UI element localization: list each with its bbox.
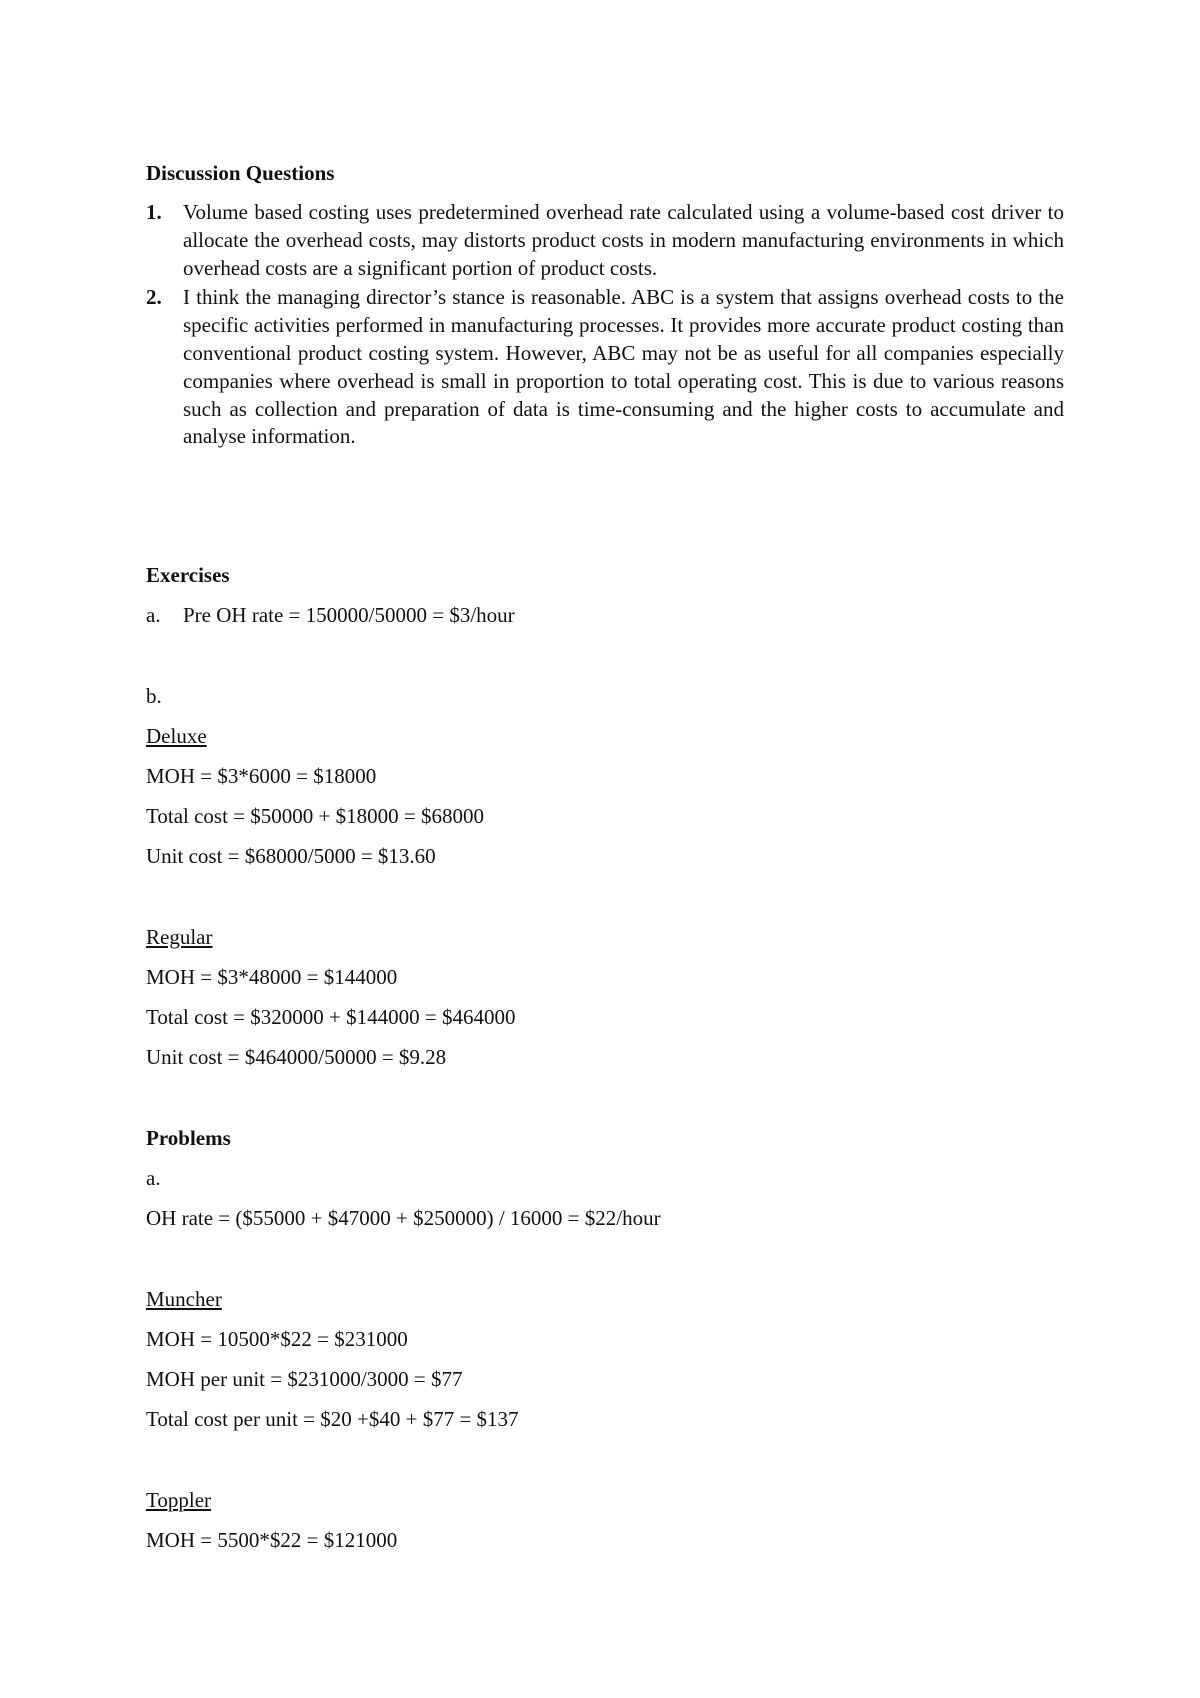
deluxe-moh-line: MOH = $3*6000 = $18000: [146, 764, 377, 788]
problems-heading: Problems: [146, 1126, 231, 1150]
deluxe-total-cost-line: Total cost = $50000 + $18000 = $68000: [146, 804, 484, 828]
discussion-answer-text: I think the managing director’s stance is reasonable. ABC is a system that assigns overhead costs to the specific activities performed in manufacturing processes. It provides more accurate product costing than conventional product costing system. However, ABC may not be as useful for all companies especially companies where overhead is small in proportion to total operating cost. This is due to various reasons such as collection and preparation of data is time-consuming and the higher costs to accumulate and analyse information.: [183, 285, 1064, 449]
muncher-moh-line: MOH = 10500*$22 = $231000: [146, 1327, 408, 1351]
list-number: 2.: [146, 285, 162, 310]
exercise-part-a: [146, 603, 515, 627]
toppler-label: Toppler: [146, 1488, 212, 1512]
discussion-question-2: [146, 284, 1064, 451]
muncher-label: Muncher: [146, 1287, 222, 1311]
muncher-total-cost-per-unit-line: Total cost per unit = $20 +$40 + $77 = $137: [146, 1407, 519, 1431]
problem-part-a-marker: a.: [146, 1166, 161, 1190]
discussion-question-1: [146, 199, 1064, 282]
pre-oh-rate-line: Pre OH rate = 150000/50000 = $3/hour: [183, 603, 515, 627]
deluxe-unit-cost-line: Unit cost = $68000/5000 = $13.60: [146, 844, 436, 868]
regular-label: Regular: [146, 925, 213, 949]
discussion-answer-text: Volume based costing uses predetermined overhead rate calculated using a volume-based cost driver to allocate the overhead costs, may distorts product costs in modern manufacturing environments in which overhead costs are a significant portion of product costs.: [183, 200, 1064, 280]
exercises-heading: Exercises: [146, 563, 230, 587]
regular-total-cost-line: Total cost = $320000 + $144000 = $464000: [146, 1005, 516, 1029]
part-marker: a.: [146, 603, 161, 627]
list-number: 1.: [146, 200, 162, 224]
oh-rate-line: OH rate = ($55000 + $47000 + $250000) / 16000 = $22/hour: [146, 1206, 661, 1230]
discussion-questions-heading: Discussion Questions: [146, 161, 335, 185]
exercise-part-b-marker: b.: [146, 684, 162, 708]
toppler-moh-line: MOH = 5500*$22 = $121000: [146, 1528, 398, 1552]
regular-unit-cost-line: Unit cost = $464000/50000 = $9.28: [146, 1045, 447, 1069]
deluxe-label: Deluxe: [146, 724, 207, 748]
muncher-moh-per-unit-line: MOH per unit = $231000/3000 = $77: [146, 1367, 463, 1391]
discussion-questions-list: [146, 199, 1064, 451]
regular-moh-line: MOH = $3*48000 = $144000: [146, 965, 398, 989]
